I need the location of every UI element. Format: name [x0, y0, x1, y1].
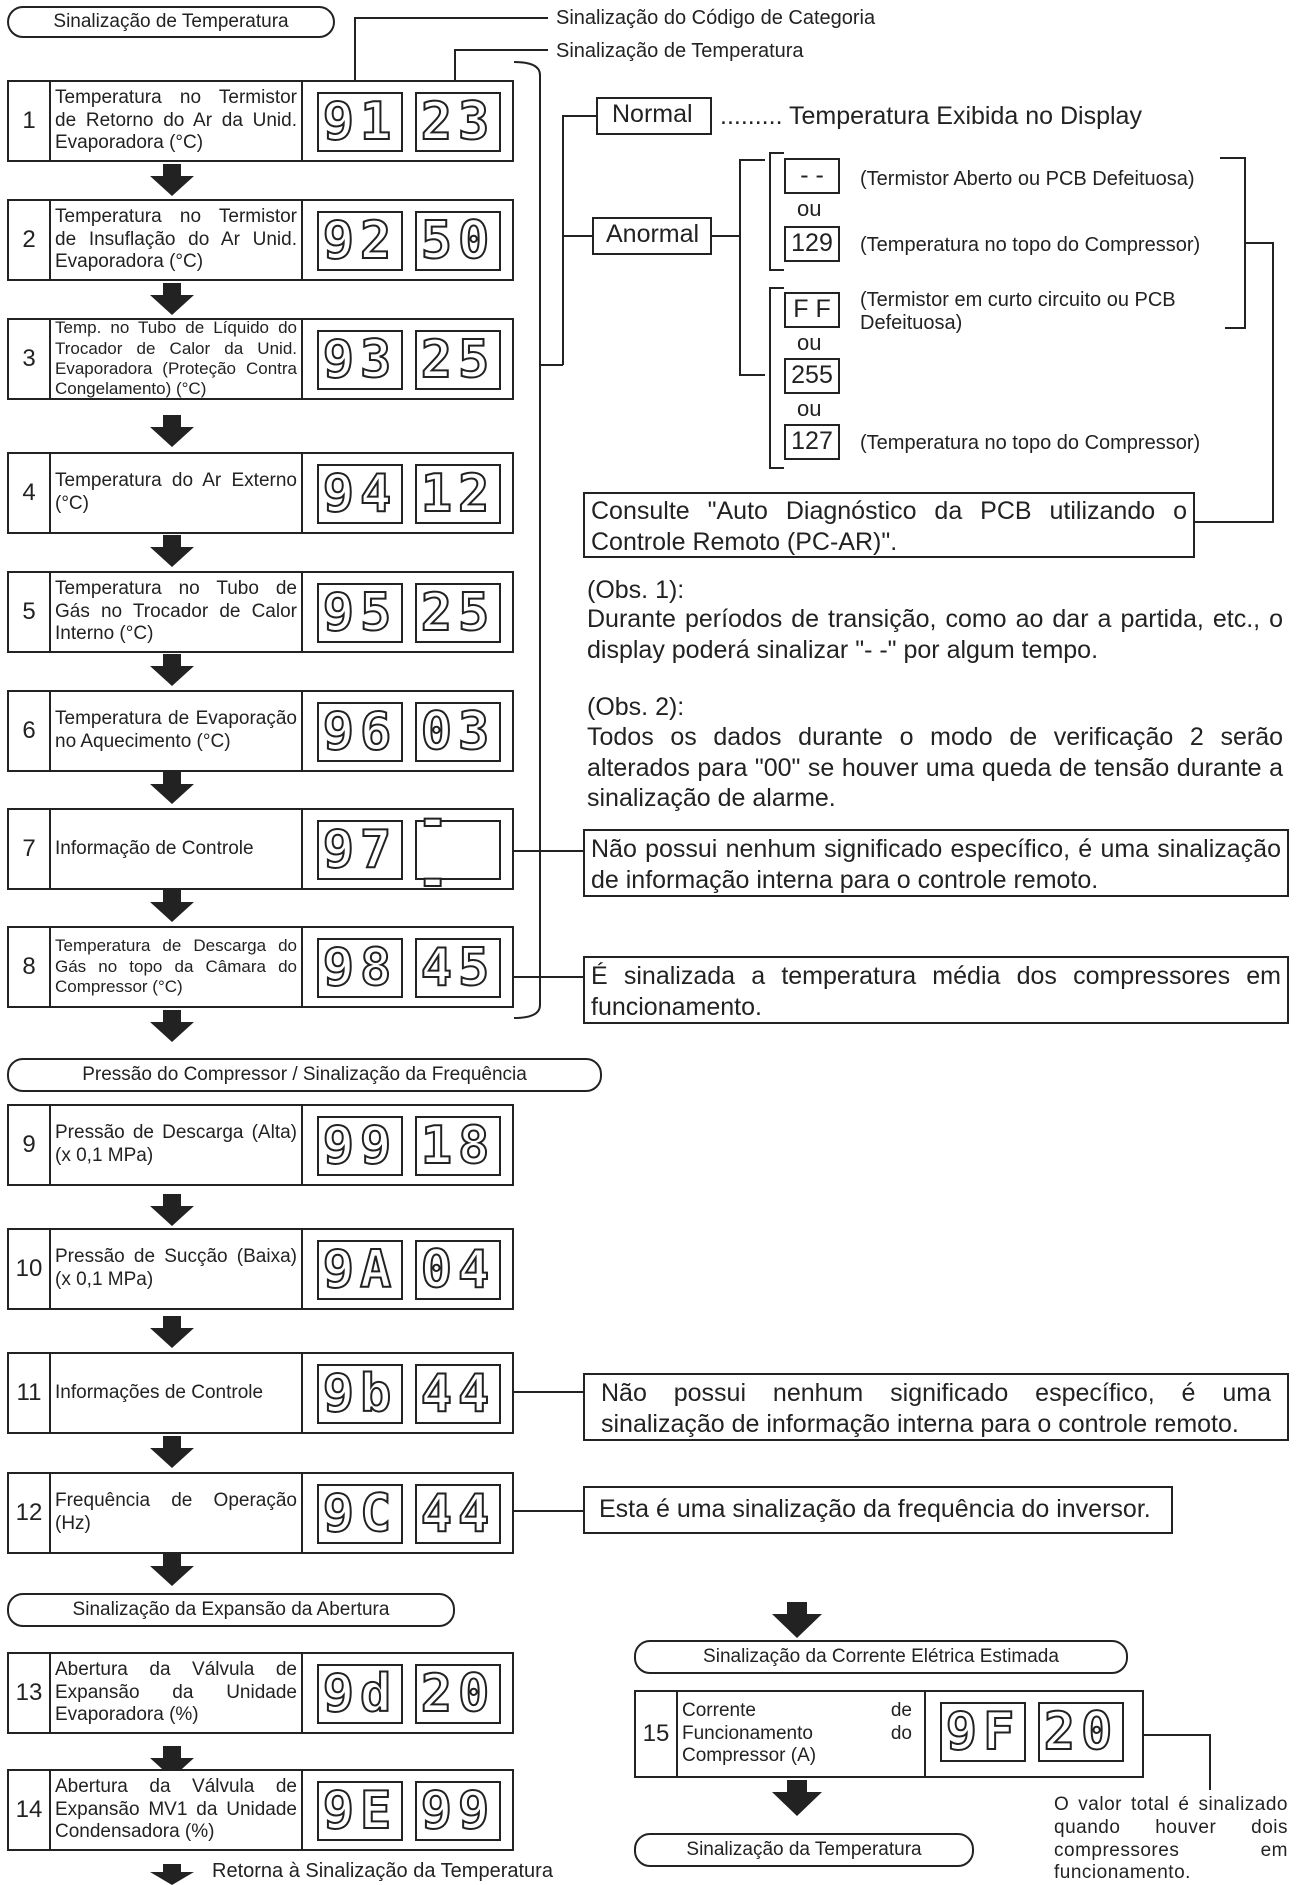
- item-number: 2: [9, 201, 51, 279]
- display-panel: [301, 1474, 512, 1552]
- note-item-12: Esta é uma sinalização da frequência do inversor.: [583, 1486, 1173, 1534]
- item-number: 8: [9, 928, 51, 1006]
- obs1-text: Durante períodos de transição, como ao dar a partida, etc., o display poderá sinalizar "- -" por algum tempo.: [587, 605, 1283, 664]
- item-row-3: [7, 318, 514, 400]
- item-number: 6: [9, 692, 51, 770]
- note-item-15: O valor total é sinalizado quando houver dois compressores em funcionamento.: [1054, 1794, 1288, 1884]
- header-temperature: Sinalização de Temperatura: [7, 6, 335, 38]
- value-display: 25: [415, 583, 501, 643]
- value-display: 45: [415, 938, 501, 998]
- or-text-2: ou: [797, 330, 822, 355]
- obs2-text: Todos os dados durante o modo de verificação 2 serão alterados para "00" se houver uma queda de tensão durante a sinalização de alarme.: [587, 723, 1283, 812]
- category-code-display: 93: [317, 330, 403, 390]
- item-number: 14: [9, 1771, 51, 1849]
- value-display: 20: [1038, 1702, 1124, 1762]
- item-number: 13: [9, 1654, 51, 1732]
- note-item-11: Não possui nenhum significado específico, é uma sinalização de informação interna para o controle remoto.: [583, 1373, 1289, 1441]
- category-code-display: 9E: [317, 1781, 403, 1841]
- display-panel: [301, 320, 512, 398]
- item-number: 10: [9, 1230, 51, 1308]
- abnormal-value-129: 129: [784, 226, 840, 262]
- abnormal-note-short: (Termistor em curto circuito ou PCB Defeituosa): [860, 289, 1176, 334]
- header-expansion: Sinalização da Expansão da Abertura: [7, 1593, 455, 1627]
- header-temperature-return: Sinalização da Temperatura: [634, 1833, 974, 1867]
- item-description: Temperatura de Descarga do Gás no topo da Câmara do Compressor (°C): [55, 936, 297, 997]
- obs2-title: (Obs. 2):: [587, 693, 685, 721]
- display-panel: [301, 1106, 512, 1184]
- item-description: Pressão de Descarga (Alta) (x 0,1 MPa): [55, 1122, 297, 1166]
- category-code-display: 97: [317, 820, 403, 880]
- item-number: 15: [636, 1692, 678, 1776]
- header-pressure-frequency: Pressão do Compressor / Sinalização da Frequência: [7, 1058, 602, 1092]
- callout-temperature: Sinalização de Temperatura: [556, 40, 804, 62]
- display-panel: [301, 692, 512, 770]
- value-display: 23: [415, 92, 501, 152]
- display-panel: [301, 790, 512, 910]
- value-display: 18: [415, 1116, 501, 1176]
- item-number: 11: [9, 1354, 51, 1432]
- item-number: 4: [9, 454, 51, 532]
- normal-label: Normal: [596, 97, 712, 135]
- item-row-8: [7, 926, 514, 1008]
- value-display: 03: [415, 702, 501, 762]
- display-panel: [301, 928, 512, 1006]
- display-panel: [301, 1230, 512, 1308]
- item-description: Informação de Controle: [55, 837, 254, 859]
- category-code-display: 9d: [317, 1664, 403, 1724]
- item-description: Temperatura no Termistor de Insuflação do Ar Unid. Evaporadora (°C): [55, 205, 297, 273]
- abnormal-label: Anormal: [592, 217, 712, 255]
- item-row-4: [7, 452, 514, 534]
- item-row-6: [7, 690, 514, 772]
- value-display: 25: [415, 330, 501, 390]
- abnormal-note-top-1: (Temperatura no topo do Compressor): [860, 234, 1201, 256]
- value-display: 20: [415, 1664, 501, 1724]
- item-number: 9: [9, 1106, 51, 1184]
- item-row-9: [7, 1104, 514, 1186]
- header-current: Sinalização da Corrente Elétrica Estimada: [634, 1640, 1128, 1674]
- category-code-display: 91: [317, 92, 403, 152]
- category-code-display: 9C: [317, 1484, 403, 1544]
- display-panel: [301, 1771, 512, 1849]
- value-display: 12: [415, 464, 501, 524]
- or-text-3: ou: [797, 396, 822, 421]
- note-item-8: É sinalizada a temperatura média dos compressores em funcionamento.: [583, 956, 1289, 1024]
- value-display: 44: [415, 1364, 501, 1424]
- item-description: Abertura da Válvula de Expansão da Unidade Evaporadora (%): [55, 1658, 297, 1726]
- item-row-12: [7, 1472, 514, 1554]
- item-description: Temperatura no Tubo de Gás no Trocador de Calor Interno (°C): [55, 577, 297, 645]
- item-number: 12: [9, 1474, 51, 1552]
- consult-box: Consulte "Auto Diagnóstico da PCB utilizando o Controle Remoto (PC-AR)".: [583, 492, 1195, 558]
- category-code-display: 98: [317, 938, 403, 998]
- item-description: Temperatura no Termistor de Retorno do Ar da Unid. Evaporadora (°C): [55, 86, 297, 154]
- category-code-display: 95: [317, 583, 403, 643]
- or-text-1: ou: [797, 196, 822, 221]
- value-display: 99: [415, 1781, 501, 1841]
- item-row-13: [7, 1652, 514, 1734]
- value-display: 04: [415, 1240, 501, 1300]
- item-number: 5: [9, 573, 51, 651]
- category-code-display: 9b: [317, 1364, 403, 1424]
- value-display: 44: [415, 1484, 501, 1544]
- item-row-14: [7, 1769, 514, 1851]
- item-description: Frequência de Operação (Hz): [55, 1490, 297, 1534]
- abnormal-note-open: (Termistor Aberto ou PCB Defeituosa): [860, 168, 1195, 190]
- normal-description: ......... Temperatura Exibida no Display: [720, 102, 1142, 130]
- abnormal-value-dashes: - -: [784, 158, 840, 194]
- display-panel: [924, 1692, 1142, 1776]
- item-row-7: [7, 790, 514, 910]
- display-panel: [301, 454, 512, 532]
- obs1-title: (Obs. 1):: [587, 576, 685, 604]
- item-description: Pressão de Sucção (Baixa) (x 0,1 MPa): [55, 1246, 297, 1290]
- category-code-display: 92: [317, 211, 403, 271]
- return-text: Retorna à Sinalização da Temperatura: [212, 1860, 553, 1882]
- item-row-10: [7, 1228, 514, 1310]
- item-number: 7: [9, 810, 51, 888]
- item-description: Temperatura do Ar Externo (°C): [55, 470, 297, 514]
- display-panel: [301, 573, 512, 651]
- item-row-1: [7, 80, 514, 162]
- category-code-display: 9A: [317, 1240, 403, 1300]
- display-panel: [301, 1654, 512, 1732]
- value-display: - -: [415, 820, 501, 880]
- item-description: Temp. no Tubo de Líquido do Trocador de Calor da Unid. Evaporadora (Proteção Contra Congelamento) (°C): [55, 318, 297, 399]
- item-row-11: [7, 1352, 514, 1434]
- item-description: Abertura da Válvula de Expansão MV1 da Unidade Condensadora (%): [55, 1775, 297, 1843]
- display-panel: [301, 201, 512, 279]
- value-display: 50: [415, 211, 501, 271]
- item-row-5: [7, 571, 514, 653]
- item-row-2: [7, 199, 514, 281]
- item-description: Temperatura de Evaporação no Aquecimento (°C): [55, 708, 297, 752]
- item-description: Informações de Controle: [55, 1381, 264, 1403]
- abnormal-note-top-2: (Temperatura no topo do Compressor): [860, 432, 1201, 454]
- display-panel: [301, 1354, 512, 1432]
- callout-category: Sinalização do Código de Categoria: [556, 7, 876, 29]
- item-row-15: [634, 1690, 1144, 1778]
- category-code-display: 99: [317, 1116, 403, 1176]
- item-number: 3: [9, 320, 51, 398]
- item-number: 1: [9, 82, 51, 160]
- category-code-display: 96: [317, 702, 403, 762]
- category-code-display: 9F: [940, 1702, 1026, 1762]
- item-description: Corrente de Funcionamento do Compressor (A): [682, 1699, 912, 1767]
- display-panel: [301, 82, 512, 160]
- abnormal-value-ff: F F: [784, 292, 840, 328]
- abnormal-value-127: 127: [784, 424, 840, 460]
- category-code-display: 94: [317, 464, 403, 524]
- abnormal-value-255: 255: [784, 358, 840, 394]
- note-item-7: Não possui nenhum significado específico, é uma sinalização de informação interna para o controle remoto.: [583, 829, 1289, 897]
